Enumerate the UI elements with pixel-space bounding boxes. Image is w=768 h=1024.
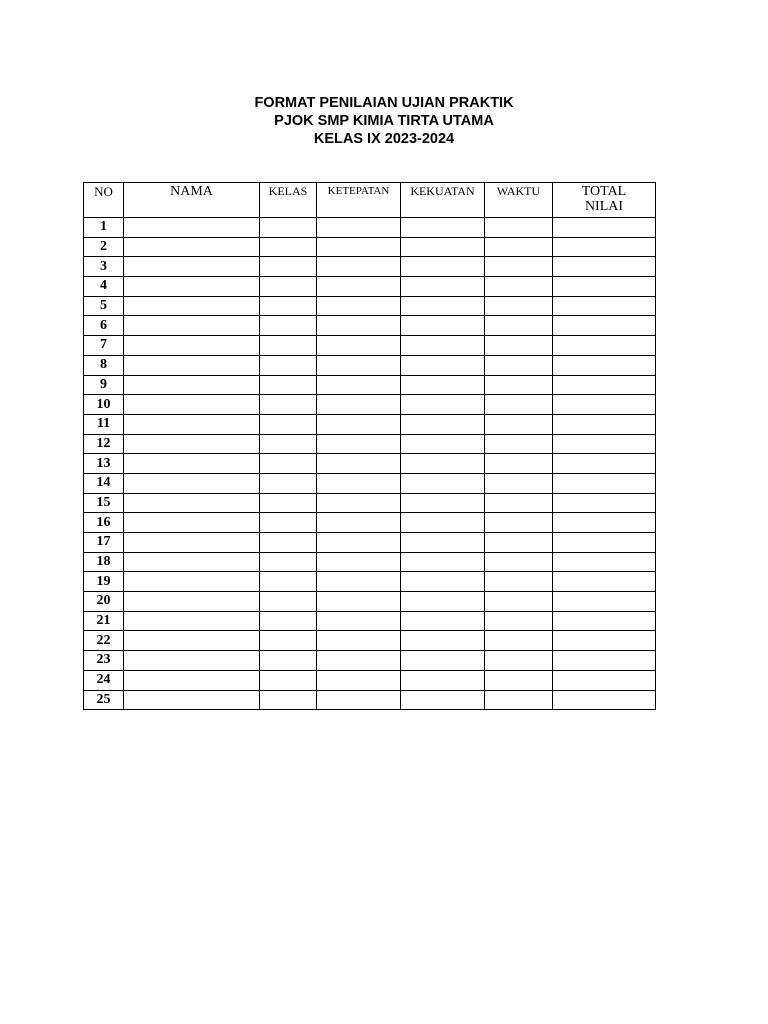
- cell-nama: [124, 690, 260, 710]
- cell-kelas: [260, 651, 317, 671]
- cell-kekuatan: [401, 592, 485, 612]
- table-row: [84, 375, 656, 395]
- cell-waktu: [485, 218, 553, 238]
- cell-ketepatan: [317, 552, 401, 572]
- cell-ketepatan: [317, 237, 401, 257]
- cell-kelas: [260, 218, 317, 238]
- cell-kelas: [260, 257, 317, 277]
- table-row: [84, 552, 656, 572]
- cell-total-nilai: [553, 395, 656, 415]
- row-number: 14: [84, 473, 124, 493]
- cell-kekuatan: [401, 316, 485, 336]
- table-row: [84, 336, 656, 356]
- col-header-waktu: WAKTU: [485, 183, 553, 218]
- cell-kekuatan: [401, 434, 485, 454]
- cell-ketepatan: [317, 592, 401, 612]
- cell-total-nilai: [553, 631, 656, 651]
- cell-total-nilai: [553, 375, 656, 395]
- cell-waktu: [485, 513, 553, 533]
- cell-waktu: [485, 552, 553, 572]
- cell-ketepatan: [317, 355, 401, 375]
- cell-total-nilai: [553, 473, 656, 493]
- title-line-3: KELAS IX 2023-2024: [313, 131, 455, 147]
- col-header-total-line2: NILAI: [584, 199, 624, 214]
- cell-kekuatan: [401, 670, 485, 690]
- row-number: 12: [84, 434, 124, 454]
- cell-total-nilai: [553, 316, 656, 336]
- row-number: 24: [84, 670, 124, 690]
- row-number: 9: [84, 375, 124, 395]
- cell-kekuatan: [401, 277, 485, 297]
- cell-waktu: [485, 572, 553, 592]
- table-row: [84, 592, 656, 612]
- cell-total-nilai: [553, 296, 656, 316]
- cell-kelas: [260, 277, 317, 297]
- row-number: 15: [84, 493, 124, 513]
- row-number: 1: [84, 218, 124, 238]
- cell-kekuatan: [401, 611, 485, 631]
- table-row: [84, 631, 656, 651]
- cell-nama: [124, 493, 260, 513]
- col-header-nama: NAMA: [124, 183, 260, 218]
- cell-kekuatan: [401, 336, 485, 356]
- cell-ketepatan: [317, 454, 401, 474]
- cell-total-nilai: [553, 454, 656, 474]
- cell-waktu: [485, 670, 553, 690]
- table-row: [84, 513, 656, 533]
- col-header-total-nilai: [553, 183, 656, 218]
- cell-kekuatan: [401, 375, 485, 395]
- cell-waktu: [485, 277, 553, 297]
- cell-waktu: [485, 631, 553, 651]
- cell-total-nilai: [553, 355, 656, 375]
- cell-total-nilai: [553, 218, 656, 238]
- cell-kelas: [260, 336, 317, 356]
- cell-waktu: [485, 257, 553, 277]
- cell-ketepatan: [317, 316, 401, 336]
- table-row: [84, 237, 656, 257]
- cell-total-nilai: [553, 592, 656, 612]
- cell-ketepatan: [317, 513, 401, 533]
- cell-total-nilai: [553, 670, 656, 690]
- cell-kekuatan: [401, 237, 485, 257]
- cell-total-nilai: [553, 414, 656, 434]
- cell-total-nilai: [553, 257, 656, 277]
- cell-kelas: [260, 552, 317, 572]
- assessment-table: [83, 182, 656, 710]
- title-line-1: FORMAT PENILAIAN UJIAN PRAKTIK: [254, 95, 514, 111]
- row-number: 10: [84, 395, 124, 415]
- cell-waktu: [485, 651, 553, 671]
- cell-ketepatan: [317, 533, 401, 553]
- cell-waktu: [485, 316, 553, 336]
- cell-waktu: [485, 296, 553, 316]
- cell-nama: [124, 670, 260, 690]
- cell-kelas: [260, 473, 317, 493]
- cell-nama: [124, 257, 260, 277]
- cell-kekuatan: [401, 414, 485, 434]
- cell-ketepatan: [317, 218, 401, 238]
- cell-kekuatan: [401, 631, 485, 651]
- cell-nama: [124, 572, 260, 592]
- cell-total-nilai: [553, 572, 656, 592]
- cell-kelas: [260, 375, 317, 395]
- col-header-ketepatan: KETEPATAN: [317, 183, 401, 218]
- cell-total-nilai: [553, 533, 656, 553]
- row-number: 19: [84, 572, 124, 592]
- cell-nama: [124, 611, 260, 631]
- cell-ketepatan: [317, 257, 401, 277]
- table-row: [84, 572, 656, 592]
- cell-waktu: [485, 336, 553, 356]
- cell-total-nilai: [553, 651, 656, 671]
- cell-nama: [124, 375, 260, 395]
- cell-ketepatan: [317, 375, 401, 395]
- cell-ketepatan: [317, 631, 401, 651]
- cell-waktu: [485, 611, 553, 631]
- cell-kekuatan: [401, 296, 485, 316]
- cell-nama: [124, 218, 260, 238]
- cell-kekuatan: [401, 513, 485, 533]
- row-number: 21: [84, 611, 124, 631]
- cell-kelas: [260, 670, 317, 690]
- cell-total-nilai: [553, 434, 656, 454]
- cell-total-nilai: [553, 336, 656, 356]
- cell-nama: [124, 552, 260, 572]
- cell-nama: [124, 336, 260, 356]
- cell-waktu: [485, 395, 553, 415]
- cell-total-nilai: [553, 513, 656, 533]
- table-row: [84, 355, 656, 375]
- cell-waktu: [485, 473, 553, 493]
- cell-kekuatan: [401, 218, 485, 238]
- cell-ketepatan: [317, 670, 401, 690]
- row-number: 16: [84, 513, 124, 533]
- cell-nama: [124, 434, 260, 454]
- cell-kekuatan: [401, 690, 485, 710]
- table-row: [84, 218, 656, 238]
- row-number: 2: [84, 237, 124, 257]
- cell-kelas: [260, 493, 317, 513]
- row-number: 25: [84, 690, 124, 710]
- cell-kelas: [260, 611, 317, 631]
- cell-kekuatan: [401, 572, 485, 592]
- row-number: 5: [84, 296, 124, 316]
- cell-waktu: [485, 434, 553, 454]
- cell-nama: [124, 513, 260, 533]
- document-title: [0, 94, 768, 148]
- cell-nama: [124, 277, 260, 297]
- cell-ketepatan: [317, 572, 401, 592]
- table-row: [84, 257, 656, 277]
- table-row: [84, 414, 656, 434]
- header-row: [84, 183, 656, 218]
- cell-total-nilai: [553, 611, 656, 631]
- cell-ketepatan: [317, 296, 401, 316]
- row-number: 11: [84, 414, 124, 434]
- cell-nama: [124, 316, 260, 336]
- cell-kelas: [260, 296, 317, 316]
- cell-nama: [124, 533, 260, 553]
- table-row: [84, 493, 656, 513]
- cell-ketepatan: [317, 414, 401, 434]
- cell-kekuatan: [401, 395, 485, 415]
- cell-kelas: [260, 355, 317, 375]
- cell-nama: [124, 414, 260, 434]
- cell-waktu: [485, 355, 553, 375]
- cell-kekuatan: [401, 651, 485, 671]
- cell-nama: [124, 631, 260, 651]
- cell-waktu: [485, 237, 553, 257]
- col-header-no: NO: [84, 183, 124, 218]
- cell-kekuatan: [401, 473, 485, 493]
- table-row: [84, 395, 656, 415]
- cell-kekuatan: [401, 454, 485, 474]
- table-row: [84, 316, 656, 336]
- cell-kelas: [260, 690, 317, 710]
- row-number: 13: [84, 454, 124, 474]
- table-row: [84, 651, 656, 671]
- table-row: [84, 690, 656, 710]
- row-number: 7: [84, 336, 124, 356]
- cell-kelas: [260, 237, 317, 257]
- row-number: 23: [84, 651, 124, 671]
- table-row: [84, 277, 656, 297]
- cell-waktu: [485, 454, 553, 474]
- cell-waktu: [485, 690, 553, 710]
- row-number: 18: [84, 552, 124, 572]
- cell-ketepatan: [317, 651, 401, 671]
- cell-ketepatan: [317, 493, 401, 513]
- cell-kelas: [260, 316, 317, 336]
- cell-ketepatan: [317, 434, 401, 454]
- row-number: 8: [84, 355, 124, 375]
- cell-nama: [124, 296, 260, 316]
- cell-kekuatan: [401, 533, 485, 553]
- cell-kelas: [260, 434, 317, 454]
- col-header-kekuatan: KEKUATAN: [401, 183, 485, 218]
- cell-total-nilai: [553, 690, 656, 710]
- cell-kekuatan: [401, 355, 485, 375]
- table-row: [84, 296, 656, 316]
- cell-kekuatan: [401, 493, 485, 513]
- cell-total-nilai: [553, 277, 656, 297]
- cell-kelas: [260, 395, 317, 415]
- cell-nama: [124, 237, 260, 257]
- cell-waktu: [485, 592, 553, 612]
- cell-nama: [124, 355, 260, 375]
- cell-nama: [124, 395, 260, 415]
- cell-nama: [124, 592, 260, 612]
- cell-total-nilai: [553, 552, 656, 572]
- cell-ketepatan: [317, 277, 401, 297]
- cell-kelas: [260, 631, 317, 651]
- row-number: 6: [84, 316, 124, 336]
- row-number: 3: [84, 257, 124, 277]
- title-line-2: PJOK SMP KIMIA TIRTA UTAMA: [274, 113, 494, 129]
- cell-kelas: [260, 572, 317, 592]
- table-row: [84, 434, 656, 454]
- cell-nama: [124, 454, 260, 474]
- cell-ketepatan: [317, 611, 401, 631]
- cell-kelas: [260, 414, 317, 434]
- row-number: 22: [84, 631, 124, 651]
- cell-kelas: [260, 533, 317, 553]
- table-row: [84, 670, 656, 690]
- col-header-kelas: KELAS: [260, 183, 317, 218]
- cell-total-nilai: [553, 237, 656, 257]
- cell-kelas: [260, 454, 317, 474]
- table-row: [84, 533, 656, 553]
- cell-kekuatan: [401, 552, 485, 572]
- table-row: [84, 473, 656, 493]
- cell-total-nilai: [553, 493, 656, 513]
- cell-waktu: [485, 414, 553, 434]
- cell-nama: [124, 473, 260, 493]
- cell-ketepatan: [317, 690, 401, 710]
- row-number: 17: [84, 533, 124, 553]
- col-header-total-line1: TOTAL: [581, 184, 627, 199]
- row-number: 4: [84, 277, 124, 297]
- cell-ketepatan: [317, 336, 401, 356]
- cell-waktu: [485, 533, 553, 553]
- cell-ketepatan: [317, 395, 401, 415]
- table-body: [84, 218, 656, 710]
- table-row: [84, 611, 656, 631]
- cell-kelas: [260, 592, 317, 612]
- cell-kelas: [260, 513, 317, 533]
- cell-waktu: [485, 375, 553, 395]
- cell-kekuatan: [401, 257, 485, 277]
- table-row: [84, 454, 656, 474]
- cell-nama: [124, 651, 260, 671]
- cell-waktu: [485, 493, 553, 513]
- cell-ketepatan: [317, 473, 401, 493]
- row-number: 20: [84, 592, 124, 612]
